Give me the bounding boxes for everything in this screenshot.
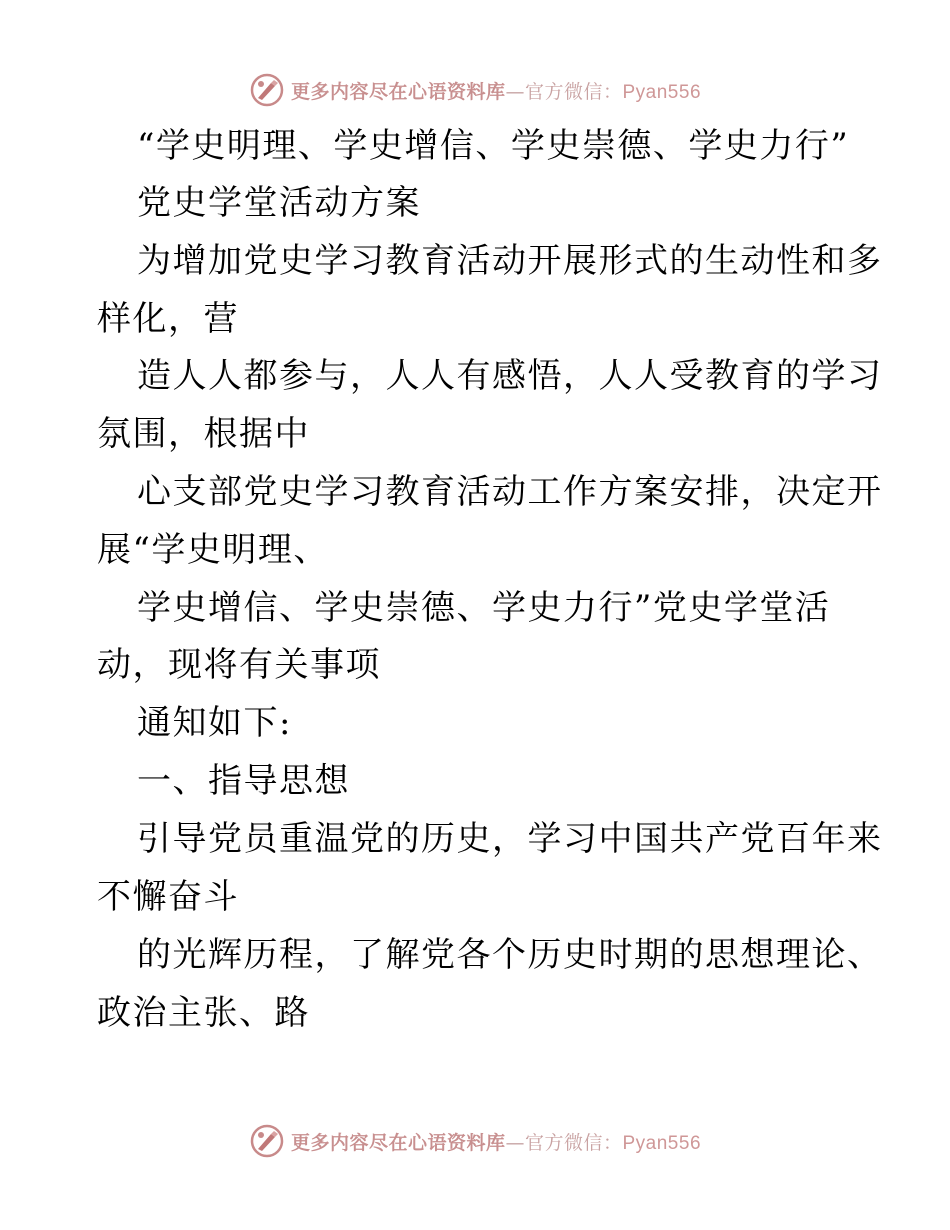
watermark-id: Pyan556 <box>622 81 702 103</box>
watermark-main: 更多内容尽在心语资料库 <box>290 80 506 103</box>
paragraph-line: 氛围，根据中 <box>97 414 310 454</box>
watermark-text <box>291 1128 701 1155</box>
watermark-dash: — <box>505 80 525 103</box>
paragraph-line: 政治主张、路 <box>97 993 310 1033</box>
paragraph-line: 展“学史明理、 <box>97 530 329 570</box>
watermark-main: 更多内容尽在心语资料库 <box>290 1131 506 1154</box>
pen-circle-logo-icon <box>249 1123 285 1159</box>
watermark-id: Pyan556 <box>622 1132 702 1154</box>
paragraph-line: 造人人都参与，人人有感悟，人人受教育的学习 <box>137 356 883 396</box>
footer-watermark <box>0 1121 950 1161</box>
watermark-sub: 官方微信： <box>524 80 623 103</box>
watermark-dash: — <box>505 1131 525 1154</box>
paragraph-line: 通知如下: <box>137 703 292 743</box>
document-title-line-1: “学史明理、学史增信、学史崇德、学史力行” <box>137 126 850 166</box>
watermark-sub: 官方微信： <box>524 1131 623 1154</box>
paragraph-line: 为增加党史学习教育活动开展形式的生动性和多 <box>137 241 883 281</box>
paragraph-line: 动，现将有关事项 <box>97 645 381 685</box>
paragraph-line: 不懈奋斗 <box>97 877 239 917</box>
paragraph-line: 的光辉历程，了解党各个历史时期的思想理论、 <box>137 935 883 975</box>
paragraph-line: 学史增信、学史崇德、学史力行”党史学堂活 <box>137 588 831 628</box>
watermark-text <box>291 77 701 104</box>
paragraph-line: 心支部党史学习教育活动工作方案安排，决定开 <box>137 472 883 512</box>
pen-circle-logo-icon <box>249 72 285 108</box>
document-title-line-2: 党史学堂活动方案 <box>137 183 421 223</box>
header-watermark <box>0 70 950 110</box>
section-heading: 一、指导思想 <box>137 761 350 801</box>
paragraph-line: 样化，营 <box>97 299 239 339</box>
paragraph-line: 引导党员重温党的历史，学习中国共产党百年来 <box>137 819 883 859</box>
